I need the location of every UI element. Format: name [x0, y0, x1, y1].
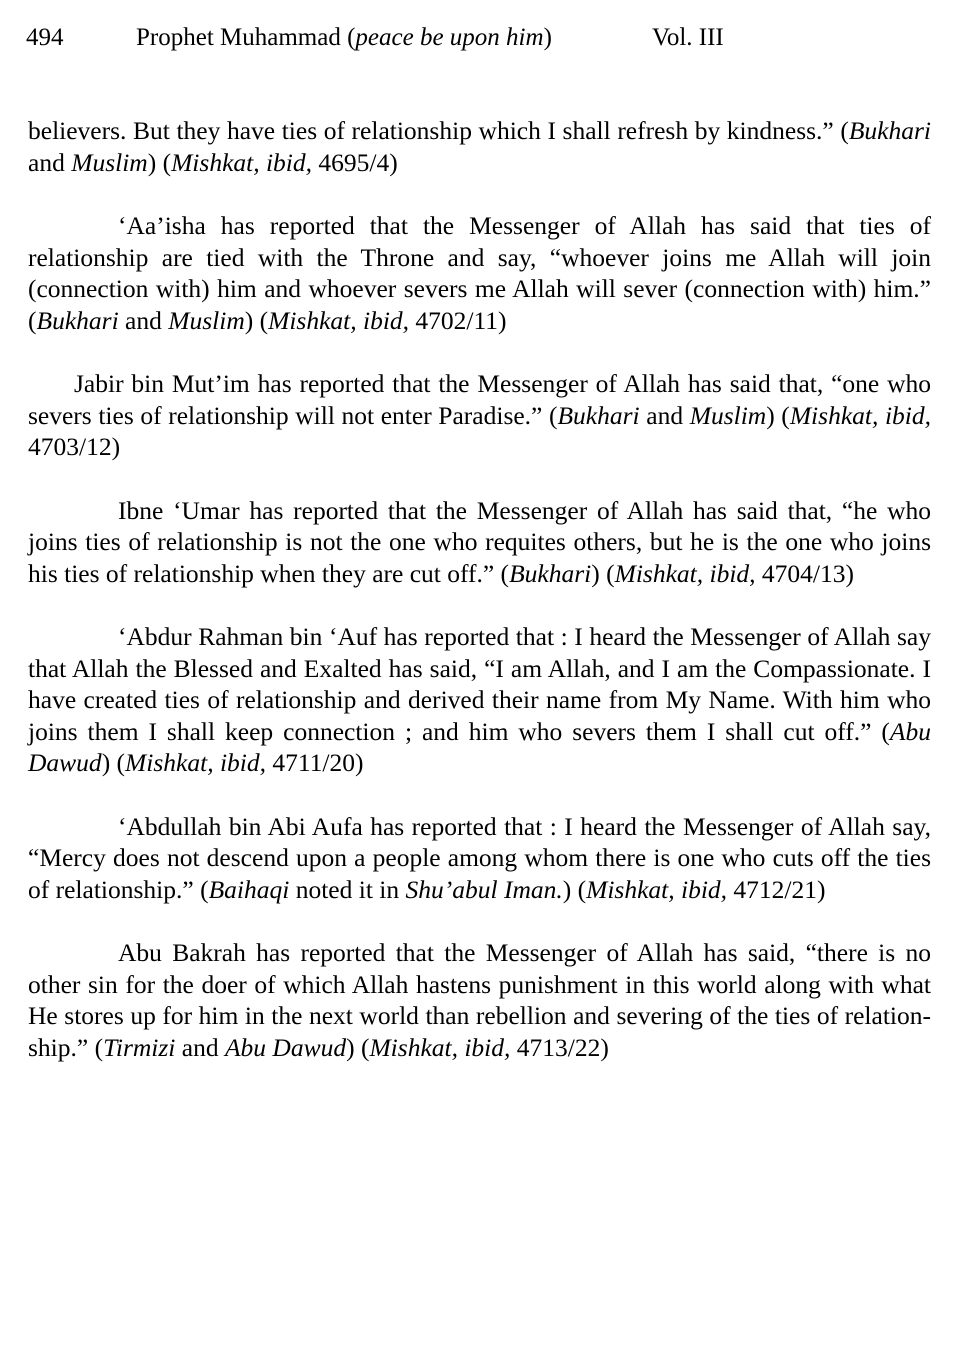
paragraph-text: 4703/12): [28, 432, 121, 461]
citation-text: Mishkat, ibid,: [369, 1032, 511, 1062]
running-header: [26, 22, 786, 54]
book-title-subtitle: peace be upon him: [355, 24, 544, 51]
paragraph-text: ‘Abdur Rahman bin ‘Auf has reported that : I heard the Messenger of Allah say that Allah the Blessed and Exalted has said, “I am Allah, and I am the Compassionate. I have created ties of relationship and derived their name from My Name. With him who joins them I shall keep connection ; and him who severs them I shall cut off.” (: [28, 622, 931, 746]
paragraph-text: believers. But they have ties of relationship which I shall refresh by kindness.” (: [28, 116, 849, 145]
book-title-main: Prophet Muhammad: [136, 24, 341, 51]
paragraph-text: ) (: [101, 748, 126, 777]
page-body: [28, 115, 931, 1063]
paragraph-text: 4713/22): [510, 1032, 609, 1062]
citation-text: Bukhari: [509, 558, 592, 588]
citation-text: Abu Dawud: [224, 1032, 347, 1062]
paragraph-text: 4702/11): [409, 305, 507, 335]
paragraph-text: ) (: [766, 400, 790, 430]
paragraph-text: 4712/21): [727, 874, 826, 904]
paragraph-text: and: [639, 400, 690, 430]
paragraph-5: [28, 621, 931, 779]
paragraph-text: ‘Aa’isha has reported that the Messenger of Allah has said that ties of relationship are tied with the Throne and say, “whoever joins me Allah will join (connection with) him and whoever severs me Allah will sever (connection with) him.” (: [28, 211, 931, 335]
citation-text: Bukhari: [557, 400, 640, 430]
paragraph-text: 4704/13): [755, 558, 854, 588]
paragraph-3: [28, 368, 931, 463]
paragraph-text: ) (: [346, 1032, 370, 1062]
paragraph-text: Jabir bin Mut’im has reported that the Messenger of Allah has said that, “one who severs ties of relationship will not enter Paradise.” (: [28, 369, 931, 430]
paragraph-text: Abu Bakrah has reported that the Messenger of Allah has said, “there is no other sin for the doer of which Allah hastens punishment in this world along with what He stores up for him in the next world than rebellion and severing of the ties of relation-ship.” (: [28, 938, 931, 1062]
citation-text: Mishkat, ibid,: [125, 748, 266, 777]
paragraph-text: ) (: [244, 305, 269, 335]
citation-text: Muslim: [168, 305, 245, 335]
paragraph-text: ) (: [591, 558, 615, 588]
paragraph-7: [28, 937, 931, 1063]
paragraph-6: [28, 811, 931, 906]
paragraph-4: [28, 495, 931, 590]
paragraph-text: and: [175, 1032, 225, 1062]
citation-text: Mishkat, ibid,: [268, 305, 410, 335]
paragraph-text: and: [118, 305, 169, 335]
paragraph-text: 4711/20): [266, 748, 364, 777]
paragraph-text: ) (: [562, 874, 587, 904]
paragraph-2: [28, 210, 931, 336]
citation-text: Shu’abul Iman.: [405, 874, 563, 904]
paragraph-text: ‘Abdullah bin Abi Aufa has reported that : I heard the Messenger of Allah say, “Mercy does not descend upon a people among whom there is one who cuts off the ties of relationship.” (: [28, 811, 931, 904]
volume-label: Vol. III: [652, 24, 724, 51]
paragraph-text: 4695/4): [312, 147, 398, 177]
citation-text: Abu Dawud: [28, 716, 931, 777]
citation-text: Tirmizi: [103, 1032, 176, 1062]
page-number: 494: [26, 24, 64, 51]
citation-text: Mishkat, ibid,: [789, 400, 932, 430]
citation-text: Muslim: [689, 400, 767, 430]
paragraph-text: noted it in: [289, 874, 406, 904]
citation-text: Bukhari: [36, 305, 119, 335]
citation-text: Mishkat, ibid,: [614, 558, 756, 588]
paragraph-text: and: [28, 147, 72, 177]
book-title: Prophet Muhammad (peace be upon him): [136, 24, 552, 51]
citation-text: Baihaqi: [208, 874, 290, 904]
paragraph-1: [28, 115, 931, 178]
citation-text: Mishkat, ibid,: [171, 147, 313, 177]
citation-text: Mishkat, ibid,: [586, 874, 728, 904]
citation-text: Bukhari: [848, 116, 931, 145]
paragraph-text: ) (: [147, 147, 172, 177]
citation-text: Muslim: [71, 147, 148, 177]
paragraph-text: Ibne ‘Umar has reported that the Messenger of Allah has said that, “he who joins ties of relationship is not the one who requites others, but he is the one who joins his ties of relationship when they are cut off.” (: [28, 495, 931, 588]
